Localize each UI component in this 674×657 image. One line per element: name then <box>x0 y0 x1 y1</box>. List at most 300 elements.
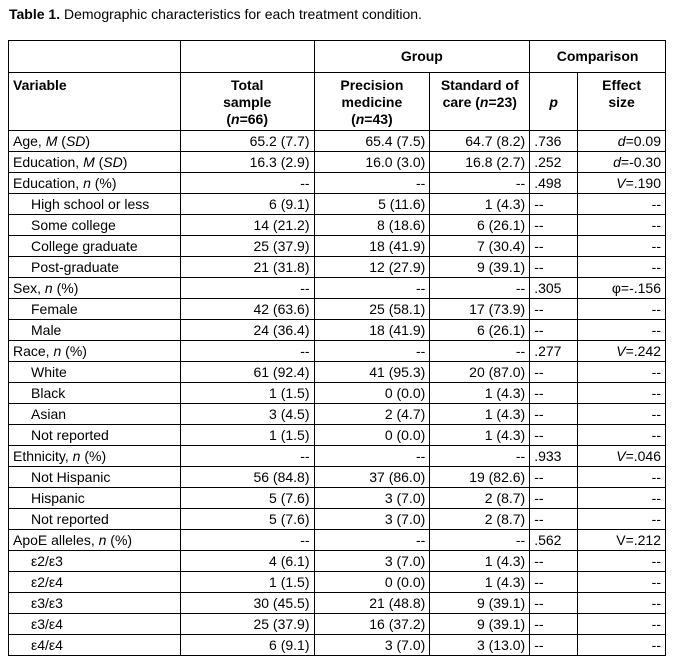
row-p <box>530 425 578 446</box>
header-total-line2: sample <box>223 94 272 110</box>
row-variable <box>9 635 181 656</box>
row-variable <box>9 446 181 467</box>
row-total <box>180 593 314 614</box>
table-row <box>9 383 666 404</box>
row-label-tail: (%) <box>106 532 133 548</box>
header-row-bottom <box>9 73 666 131</box>
row-effect-size <box>578 194 666 215</box>
header-effect-line2: size <box>608 94 635 110</box>
row-label-tail: ( <box>94 154 104 170</box>
row-variable <box>9 320 181 341</box>
row-p <box>530 530 578 551</box>
row-p <box>530 488 578 509</box>
precision-value: 25 (58.1) <box>369 301 426 317</box>
row-effect-size <box>578 467 666 488</box>
soc-value: 3 (13.0) <box>476 637 526 653</box>
row-effect-size <box>578 572 666 593</box>
header-total-n-val: =66) <box>239 111 269 127</box>
soc-value: 19 (82.6) <box>469 469 526 485</box>
row-total <box>180 341 314 362</box>
row-total <box>180 425 314 446</box>
row-p <box>530 362 578 383</box>
row-label-tail: (%) <box>90 175 117 191</box>
precision-value: 0 (0.0) <box>384 574 426 590</box>
row-effect-size <box>578 299 666 320</box>
row-precision <box>314 446 430 467</box>
row-label-italic2: SD <box>103 154 123 170</box>
row-standard-of-care <box>430 572 530 593</box>
row-standard-of-care <box>430 173 530 194</box>
table-row <box>9 152 666 173</box>
table-row <box>9 635 666 656</box>
row-variable <box>9 299 181 320</box>
row-standard-of-care <box>430 152 530 173</box>
p-value: -- <box>534 595 544 611</box>
table-row <box>9 593 666 614</box>
row-label: Not reported <box>31 511 109 527</box>
row-effect-size <box>578 320 666 341</box>
row-precision <box>314 257 430 278</box>
row-label: Age, <box>13 133 46 149</box>
demographics-table <box>8 40 666 656</box>
effect-value: -- <box>651 217 661 233</box>
total-value: 56 (84.8) <box>253 469 310 485</box>
precision-value: 16 (37.2) <box>369 616 426 632</box>
table-row <box>9 551 666 572</box>
row-precision <box>314 278 430 299</box>
row-label: Some college <box>31 217 116 233</box>
row-standard-of-care <box>430 194 530 215</box>
row-label: Not Hispanic <box>31 469 111 485</box>
caption-label: Table 1. <box>9 6 61 22</box>
row-standard-of-care <box>430 551 530 572</box>
row-effect-size <box>578 530 666 551</box>
total-value: 65.2 (7.7) <box>249 133 310 149</box>
precision-value: 12 (27.9) <box>369 259 426 275</box>
header-row-top <box>9 41 666 73</box>
row-precision <box>314 488 430 509</box>
table-row <box>9 257 666 278</box>
row-label: ε4/ε4 <box>31 637 63 653</box>
row-variable <box>9 509 181 530</box>
precision-value: -- <box>415 532 426 548</box>
row-variable <box>9 215 181 236</box>
effect-value: -- <box>651 364 661 380</box>
row-variable <box>9 383 181 404</box>
p-value: -- <box>534 553 544 569</box>
row-p <box>530 383 578 404</box>
row-label: Male <box>31 322 62 338</box>
row-total <box>180 173 314 194</box>
row-precision <box>314 362 430 383</box>
total-value: 6 (9.1) <box>269 196 310 212</box>
p-value: .252 <box>534 154 562 170</box>
row-label: ApoE alleles, <box>13 532 99 548</box>
precision-value: 65.4 (7.5) <box>365 133 426 149</box>
p-value: -- <box>534 406 544 422</box>
row-total <box>180 131 314 152</box>
row-label: ε3/ε3 <box>31 595 63 611</box>
table-row <box>9 362 666 383</box>
precision-value: 3 (7.0) <box>384 511 426 527</box>
total-value: 16.3 (2.9) <box>249 154 310 170</box>
row-precision <box>314 530 430 551</box>
precision-value: 41 (95.3) <box>369 364 426 380</box>
table-row <box>9 320 666 341</box>
row-variable <box>9 362 181 383</box>
row-effect-size <box>578 278 666 299</box>
precision-value: -- <box>415 280 426 296</box>
row-standard-of-care <box>430 383 530 404</box>
row-total <box>180 446 314 467</box>
header-variable: Variable <box>9 73 181 131</box>
effect-value: -- <box>651 385 661 401</box>
total-value: 6 (9.1) <box>269 637 310 653</box>
row-p <box>530 614 578 635</box>
row-label-tail: (%) <box>52 280 79 296</box>
row-total <box>180 257 314 278</box>
row-label-italic: M <box>45 133 58 149</box>
soc-value: 1 (4.3) <box>484 196 526 212</box>
row-standard-of-care <box>430 593 530 614</box>
header-effect-line1: Effect <box>602 77 642 93</box>
p-value: -- <box>534 238 544 254</box>
precision-value: 37 (86.0) <box>369 469 426 485</box>
header-soc-n-val: =23) <box>488 94 517 110</box>
row-total <box>180 467 314 488</box>
row-total <box>180 509 314 530</box>
row-total <box>180 572 314 593</box>
row-effect-size <box>578 446 666 467</box>
p-value: -- <box>534 469 544 485</box>
total-value: 4 (6.1) <box>269 553 310 569</box>
effect-value: -- <box>651 490 661 506</box>
row-precision <box>314 383 430 404</box>
precision-value: 2 (4.7) <box>384 406 426 422</box>
header-total-n: n <box>231 111 240 127</box>
effect-value: -- <box>651 595 661 611</box>
row-label: Post-graduate <box>31 259 119 275</box>
row-label: Not reported <box>31 427 109 443</box>
row-p <box>530 572 578 593</box>
row-standard-of-care <box>430 425 530 446</box>
row-label-italic: n <box>44 280 53 296</box>
total-value: -- <box>300 532 310 548</box>
header-precision: Precision medicine (n=43) <box>314 73 430 131</box>
table-row <box>9 278 666 299</box>
row-p <box>530 320 578 341</box>
p-value: -- <box>534 490 544 506</box>
row-effect-size <box>578 635 666 656</box>
header-soc-n: n <box>479 94 489 110</box>
soc-value: 16.8 (2.7) <box>465 154 526 170</box>
header-precision-line2: medicine <box>341 94 403 110</box>
row-precision <box>314 236 430 257</box>
total-value: 42 (63.6) <box>253 301 310 317</box>
row-variable <box>9 236 181 257</box>
row-variable <box>9 467 181 488</box>
soc-value: 9 (39.1) <box>476 616 526 632</box>
row-precision <box>314 593 430 614</box>
row-standard-of-care <box>430 530 530 551</box>
total-value: -- <box>300 175 310 191</box>
row-effect-size <box>578 341 666 362</box>
header-p <box>530 73 578 131</box>
row-variable <box>9 488 181 509</box>
row-label: Asian <box>31 406 67 422</box>
row-standard-of-care <box>430 404 530 425</box>
total-value: 61 (92.4) <box>253 364 310 380</box>
precision-value: 5 (11.6) <box>378 196 426 212</box>
row-precision <box>314 152 430 173</box>
row-effect-size <box>578 509 666 530</box>
effect-value: -- <box>651 553 661 569</box>
soc-value: -- <box>515 532 526 548</box>
row-precision <box>314 635 430 656</box>
soc-value: 6 (26.1) <box>476 322 526 338</box>
header-empty-cell <box>9 41 181 73</box>
p-value: .736 <box>534 133 562 149</box>
soc-value: 2 (8.7) <box>484 511 526 527</box>
row-label: Ethnicity, <box>13 448 73 464</box>
row-variable <box>9 278 181 299</box>
row-label: High school or less <box>31 196 150 212</box>
total-value: -- <box>300 343 310 359</box>
effect-value: -- <box>651 574 661 590</box>
effect-value: =.242 <box>625 343 661 359</box>
effect-value: -- <box>651 427 661 443</box>
p-value: .305 <box>534 280 562 296</box>
total-value: 5 (7.6) <box>269 511 310 527</box>
row-variable <box>9 404 181 425</box>
table-row <box>9 425 666 446</box>
precision-value: 3 (7.0) <box>384 637 426 653</box>
effect-value: =-0.30 <box>620 154 661 170</box>
row-label: Black <box>31 385 66 401</box>
p-value: -- <box>534 322 544 338</box>
total-value: 3 (4.5) <box>269 406 310 422</box>
row-total <box>180 278 314 299</box>
p-value: -- <box>534 511 544 527</box>
precision-value: -- <box>415 448 426 464</box>
row-standard-of-care <box>430 614 530 635</box>
precision-value: 3 (7.0) <box>384 490 426 506</box>
precision-value: 16.0 (3.0) <box>365 154 426 170</box>
row-effect-size <box>578 551 666 572</box>
row-p <box>530 635 578 656</box>
precision-value: 8 (18.6) <box>377 217 426 233</box>
row-total <box>180 551 314 572</box>
table-row <box>9 236 666 257</box>
row-effect-size <box>578 488 666 509</box>
effect-value: -- <box>651 406 661 422</box>
row-total <box>180 236 314 257</box>
row-p <box>530 341 578 362</box>
row-effect-size <box>578 215 666 236</box>
effect-value: =.190 <box>625 175 661 191</box>
row-label: Sex, <box>13 280 45 296</box>
table-row <box>9 509 666 530</box>
effect-value: V=.212 <box>616 532 661 548</box>
row-label: Race, <box>13 343 54 359</box>
header-total-line1: Total <box>230 77 264 93</box>
row-p <box>530 131 578 152</box>
row-variable <box>9 152 181 173</box>
header-precision-line1: Precision <box>340 77 404 93</box>
row-variable <box>9 425 181 446</box>
row-total <box>180 299 314 320</box>
p-value: -- <box>534 427 544 443</box>
row-standard-of-care <box>430 509 530 530</box>
row-standard-of-care <box>430 320 530 341</box>
row-total <box>180 152 314 173</box>
row-total <box>180 320 314 341</box>
row-label-tail: ( <box>57 133 66 149</box>
soc-value: -- <box>515 175 526 191</box>
header-group: Group <box>314 41 530 73</box>
row-total <box>180 404 314 425</box>
precision-value: 21 (48.8) <box>369 595 426 611</box>
row-precision <box>314 299 430 320</box>
total-value: -- <box>300 448 310 464</box>
row-variable <box>9 530 181 551</box>
row-p <box>530 257 578 278</box>
total-value: 14 (21.2) <box>253 217 310 233</box>
row-standard-of-care <box>430 488 530 509</box>
row-precision <box>314 173 430 194</box>
total-value: 25 (37.9) <box>253 238 310 254</box>
table-row <box>9 215 666 236</box>
row-variable <box>9 131 181 152</box>
p-value: -- <box>534 301 544 317</box>
table-row <box>9 467 666 488</box>
header-precision-n: n <box>355 111 365 127</box>
row-label: Female <box>31 301 78 317</box>
row-p <box>530 299 578 320</box>
row-variable <box>9 551 181 572</box>
row-label-italic: n <box>72 448 81 464</box>
row-precision <box>314 551 430 572</box>
table-row <box>9 341 666 362</box>
row-label: ε2/ε3 <box>31 553 63 569</box>
row-standard-of-care <box>430 446 530 467</box>
soc-value: 9 (39.1) <box>476 595 526 611</box>
precision-value: -- <box>415 343 426 359</box>
precision-value: 3 (7.0) <box>384 553 426 569</box>
p-value: .933 <box>534 448 562 464</box>
p-value: -- <box>534 259 544 275</box>
row-label-italic: M <box>83 154 95 170</box>
effect-value: -- <box>651 259 661 275</box>
precision-value: 18 (41.9) <box>369 238 426 254</box>
soc-value: 17 (73.9) <box>469 301 526 317</box>
p-value: .562 <box>534 532 562 548</box>
row-label-end: ) <box>85 133 91 149</box>
header-standard-of-care <box>430 73 530 131</box>
header-soc-line2: care ( <box>442 94 480 110</box>
row-variable <box>9 173 181 194</box>
header-comparison: Comparison <box>530 41 666 73</box>
row-label-italic: n <box>98 532 107 548</box>
soc-value: -- <box>515 448 526 464</box>
effect-italic: d <box>617 133 626 149</box>
row-label-tail: (%) <box>80 448 107 464</box>
row-label: ε3/ε4 <box>31 616 63 632</box>
row-standard-of-care <box>430 257 530 278</box>
p-value: .498 <box>534 175 562 191</box>
table-row <box>9 194 666 215</box>
effect-value: -- <box>651 322 661 338</box>
soc-value: 1 (4.3) <box>484 385 526 401</box>
effect-value: -- <box>651 301 661 317</box>
row-p <box>530 404 578 425</box>
precision-value: -- <box>415 175 426 191</box>
row-effect-size <box>578 173 666 194</box>
row-p <box>530 446 578 467</box>
header-effect-size <box>578 73 666 131</box>
row-precision <box>314 320 430 341</box>
table-row <box>9 530 666 551</box>
table-row <box>9 131 666 152</box>
p-value: -- <box>534 385 544 401</box>
soc-value: 1 (4.3) <box>484 553 526 569</box>
row-label: Education, <box>13 175 84 191</box>
row-variable <box>9 257 181 278</box>
row-p <box>530 593 578 614</box>
row-precision <box>314 404 430 425</box>
row-effect-size <box>578 593 666 614</box>
header-soc-line1: Standard of <box>440 77 519 93</box>
total-value: 21 (31.8) <box>253 259 310 275</box>
soc-value: 1 (4.3) <box>484 427 526 443</box>
total-value: 5 (7.6) <box>269 490 310 506</box>
row-p <box>530 152 578 173</box>
row-precision <box>314 572 430 593</box>
table-caption <box>9 5 422 23</box>
row-effect-size <box>578 425 666 446</box>
p-value: -- <box>534 637 544 653</box>
row-label-italic: n <box>83 175 91 191</box>
row-label-tail: (%) <box>61 343 87 359</box>
row-label: ε2/ε4 <box>31 574 63 590</box>
row-total <box>180 488 314 509</box>
row-p <box>530 467 578 488</box>
row-precision <box>314 215 430 236</box>
soc-value: 6 (26.1) <box>476 217 526 233</box>
total-value: 1 (1.5) <box>269 385 310 401</box>
row-label-italic2: SD <box>65 133 86 149</box>
effect-italic: V <box>616 175 626 191</box>
row-precision <box>314 131 430 152</box>
soc-value: 7 (30.4) <box>476 238 526 254</box>
total-value: 1 (1.5) <box>269 574 310 590</box>
table-row <box>9 299 666 320</box>
table-row <box>9 488 666 509</box>
soc-value: 20 (87.0) <box>469 364 526 380</box>
row-precision <box>314 467 430 488</box>
row-variable <box>9 593 181 614</box>
p-value: -- <box>534 364 544 380</box>
soc-value: 1 (4.3) <box>484 574 526 590</box>
row-precision <box>314 425 430 446</box>
table-row <box>9 614 666 635</box>
soc-value: 1 (4.3) <box>484 406 526 422</box>
row-standard-of-care <box>430 635 530 656</box>
row-label-italic: n <box>53 343 62 359</box>
row-variable <box>9 572 181 593</box>
row-effect-size <box>578 257 666 278</box>
row-total <box>180 194 314 215</box>
